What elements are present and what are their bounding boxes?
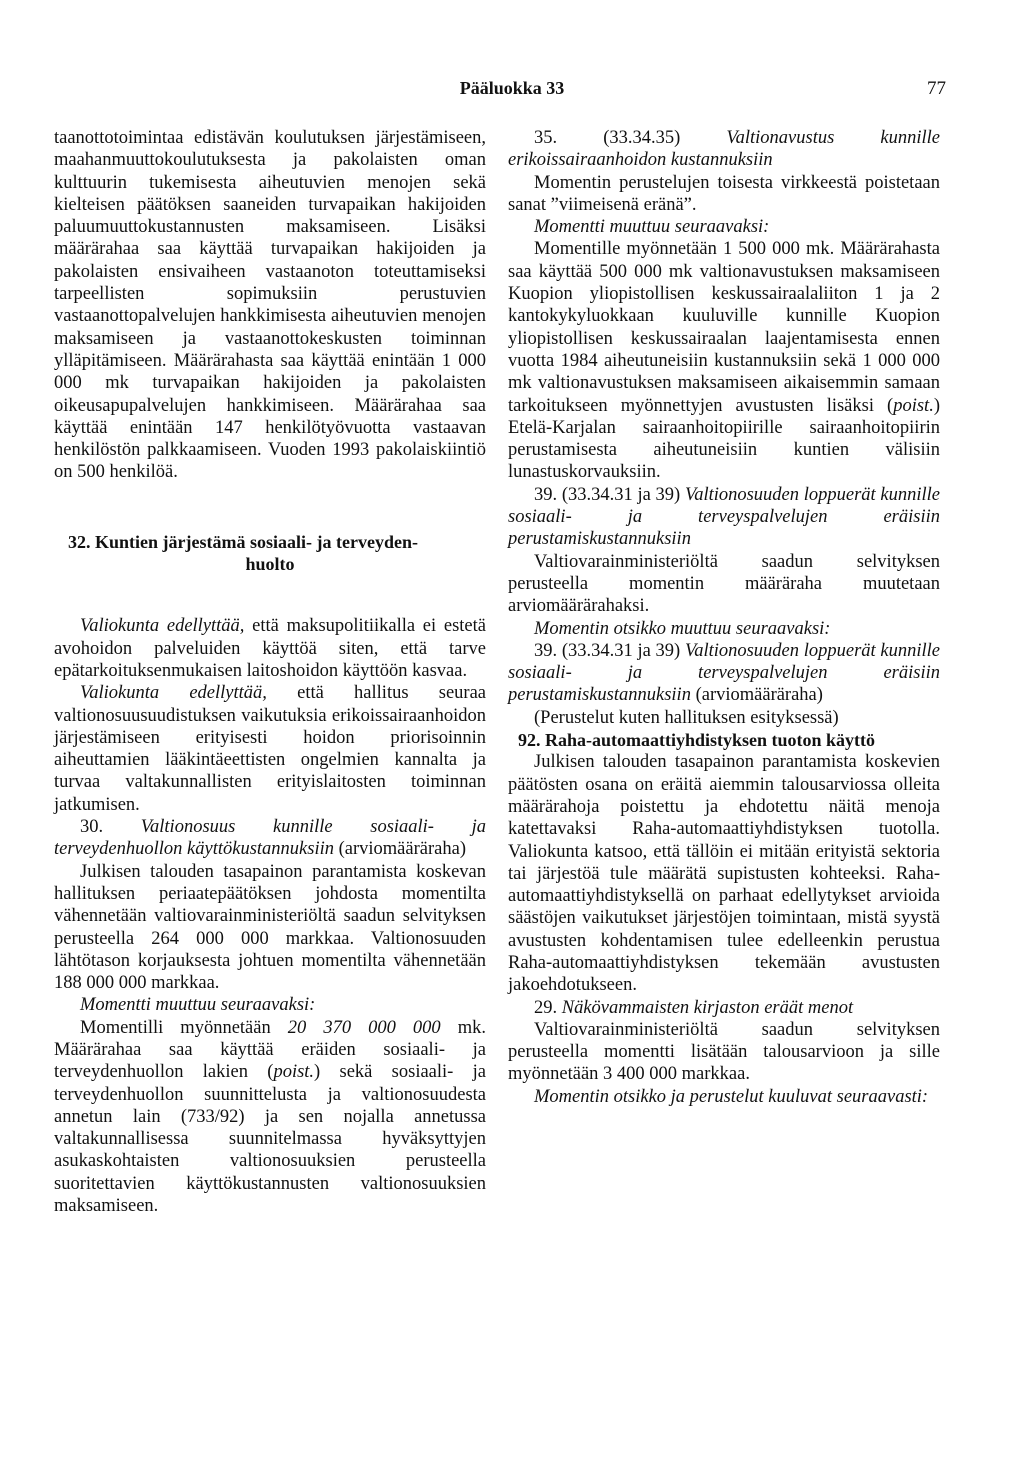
paragraph-momentilli: Momentilli myönnetään 20 370 000 000 mk. Määrärahaa saa käyttää eräiden sosiaali- ja terveydenhuollon lakien (poist.) sekä sosiaali- ja terveydenhuollon suunnittelusta ja valtionosuudesta annetun lain (733/92) ja sen nojalla annetussa valtakunnallisessa suunnitelmassa hyväksyttyjen asukaskohtaisten valtionosuuksien perusteella suoritettavien käyttökustannusten valtionosuuksien maksamiseen. bbox=[54, 1017, 487, 1217]
italic-text: Valiokunta edellyttää, bbox=[80, 683, 267, 704]
section-heading-32 bbox=[54, 531, 486, 576]
paragraph-momentti-muuttuu: Momentti muuttuu seuraavaksi: bbox=[80, 995, 316, 1016]
paragraph-valiokunta-1: Valiokunta edellyttää, että maksupolitiikalla ei estetä avohoidon palveluiden käyttöä siten, että tarve epätarkoituksenmukaisen laitoshoidon käyttöön kasvaa. bbox=[54, 616, 486, 681]
paragraph-julkisen-talouden-r: Julkisen talouden tasapainon parantamista koskevien päätösten osana on eräitä aiemmin talousarviossa olleita määrärahoja poistettu ja ehdotettu näitä menoja katettavaksi Raha-automaattiyhdistyksen tuotolla. Valiokunta katsoo, että tällöin ei mitään erityistä sektoria tai järjestöä tule määrätä supistusten kohteeksi. Raha-automaattiyhdistyksellä on parhaat edellytykset arvioida säästöjen vaikutukset järjestöjen toimintaan, mistä syystä avustusten kohdentamisen tulee edelleenkin perustua Raha-automaattiyhdistyksen tekemään avustusten jakoehdotukseen. bbox=[508, 752, 940, 996]
paragraph-valtiovarainministerio-2: Valtiovarainministeriöltä saadun selvityksen perusteella momentti lisätään talousarvioon ja sille myönnetään 3 400 000 markkaa. bbox=[508, 1019, 940, 1085]
heading-32-line2: huolto bbox=[245, 554, 295, 575]
paragraph-momentille: Momentille myönnetään 1 500 000 mk. Määrärahasta saa käyttää 500 000 mk valtionavustuksen maksamiseen Kuopion yliopistollisen keskussairaalaliiton 1 ja 2 kantokykyluokkaan kuuluville kunnille Kuopion yliopistollisen keskussairaalan laajentamisesta ennen vuotta 1984 aiheutuneisiin kustannuksiin sekä 1 000 000 mk valtionavustuksen maksamiseen aikaisemmin samaan tarkoitukseen myönnettyjen avustusten lisäksi (poist.) Etelä-Karjalan sairaanhoitopiirille sairaanhoitopiirin perustamisesta aiheutuneisiin kuntien välisiin lunastuskorvauksiin. bbox=[508, 239, 940, 483]
paragraph-valiokunta-2: Valiokunta edellyttää, että hallitus seuraa valtionosuusuudistuksen vaikutuksia erikoissairaanhoidon järjestämiseen erityisesti hoidon priorisoinnin aiheuttamien lääkintäeettisten ongelmien kannalta ja turvaa valtakunnallisten erityislaitosten toiminnan jatkumisen. bbox=[54, 683, 486, 815]
paragraph-valtiovarainministerio: Valtiovarainministeriöltä saadun selvityksen perusteella momentin määräraha muutetaan arviomäärärahaksi. bbox=[508, 551, 940, 617]
page-header bbox=[0, 78, 1024, 104]
left-column bbox=[54, 127, 486, 1217]
page-title: Pääluokka 33 bbox=[459, 78, 565, 98]
paragraph-perustelut: (Perustelut kuten hallituksen esityksessä) bbox=[534, 707, 839, 728]
paragraph-item-35: 35. (33.34.35) Valtionavustus kunnille erikoissairaanhoidon kustannuksiin bbox=[508, 128, 940, 171]
paragraph-momentin-perustelujen: Momentin perustelujen toisesta virkkeestä poistetaan sanat ”viimeisenä eränä”. bbox=[508, 172, 940, 215]
paragraph-momentin-otsikko-perustelut: Momentin otsikko ja perustelut kuuluvat seuraavasti: bbox=[534, 1086, 929, 1107]
paragraph-item-30: 30. Valtionosuus kunnille sosiaali- ja terveydenhuollon käyttökustannuksiin (arviomääräraha) bbox=[54, 817, 487, 860]
section-heading-92: 92. Raha-automaattiyhdistyksen tuoton käyttö bbox=[518, 730, 876, 751]
paragraph-intro: taanottotoimintaa edistävän koulutuksen järjestämiseen, maahanmuuttokoulutuksesta ja pakolaisten oman kulttuurin tukemisesta aiheutuvien menojen sekä kielteisen päätöksen saaneiden turvapaikan hakijoiden paluumuuttokustannusten maksamiseen. Lisäksi määrärahaa saa käyttää turvapaikan hakijoiden ja pakolaisten ensivaiheen vastaanoton toteuttamiseksi tarpeellisten sopimuksiin perustuvien vastaanottopalvelujen hankkimisesta aiheutuvien menojen maksamiseen ja vastaanottokeskusten toiminnan ylläpitämiseen. Määrärahasta saa käyttää enintään 1 000 000 mk turvapaikan hakijoiden ja pakolaisten oikeusapupalvelujen hankkimiseen. Määrärahaa saa käyttää enintään 147 henkilötyövuotta vastaavan henkilöstön palkkaamiseen. Vuoden 1993 pakolaiskiintiö on 500 henkilöä. bbox=[54, 128, 486, 483]
paragraph-julkisen-talouden: Julkisen talouden tasapainon parantamista koskevan hallituksen periaatepäätöksen johdosta momentilta vähennetään valtiovarainministeriöltä saadun selvityksen perusteella 264 000 000 markkaa. Valtionosuuden lähtötason korjauksesta johtuen momentilta vähennetään 188 000 000 markkaa. bbox=[54, 861, 486, 994]
right-column bbox=[508, 127, 940, 1108]
paragraph-item-29: 29. Näkövammaisten kirjaston eräät menot bbox=[534, 997, 854, 1018]
heading-32-line1: 32. Kuntien järjestämä sosiaali- ja terveyden- bbox=[68, 531, 418, 552]
paragraph-momentti-muuttuu-r: Momentti muuttuu seuraavaksi: bbox=[534, 217, 770, 238]
paragraph-item-39-b: 39. (33.34.31 ja 39) Valtionosuuden loppuerät kunnille sosiaali- ja terveyspalvelujen eräisiin perustamiskustannuksiin (arviomääräraha) bbox=[508, 640, 940, 706]
italic-text: Valiokunta edellyttää, bbox=[80, 616, 245, 637]
paragraph-item-39-a: 39. (33.34.31 ja 39) Valtionosuuden loppuerät kunnille sosiaali- ja terveyspalvelujen eräisiin perustamiskustannuksiin bbox=[508, 484, 940, 550]
paragraph-momentin-otsikko: Momentin otsikko muuttuu seuraavaksi: bbox=[534, 618, 831, 639]
page-number: 77 bbox=[927, 78, 946, 99]
